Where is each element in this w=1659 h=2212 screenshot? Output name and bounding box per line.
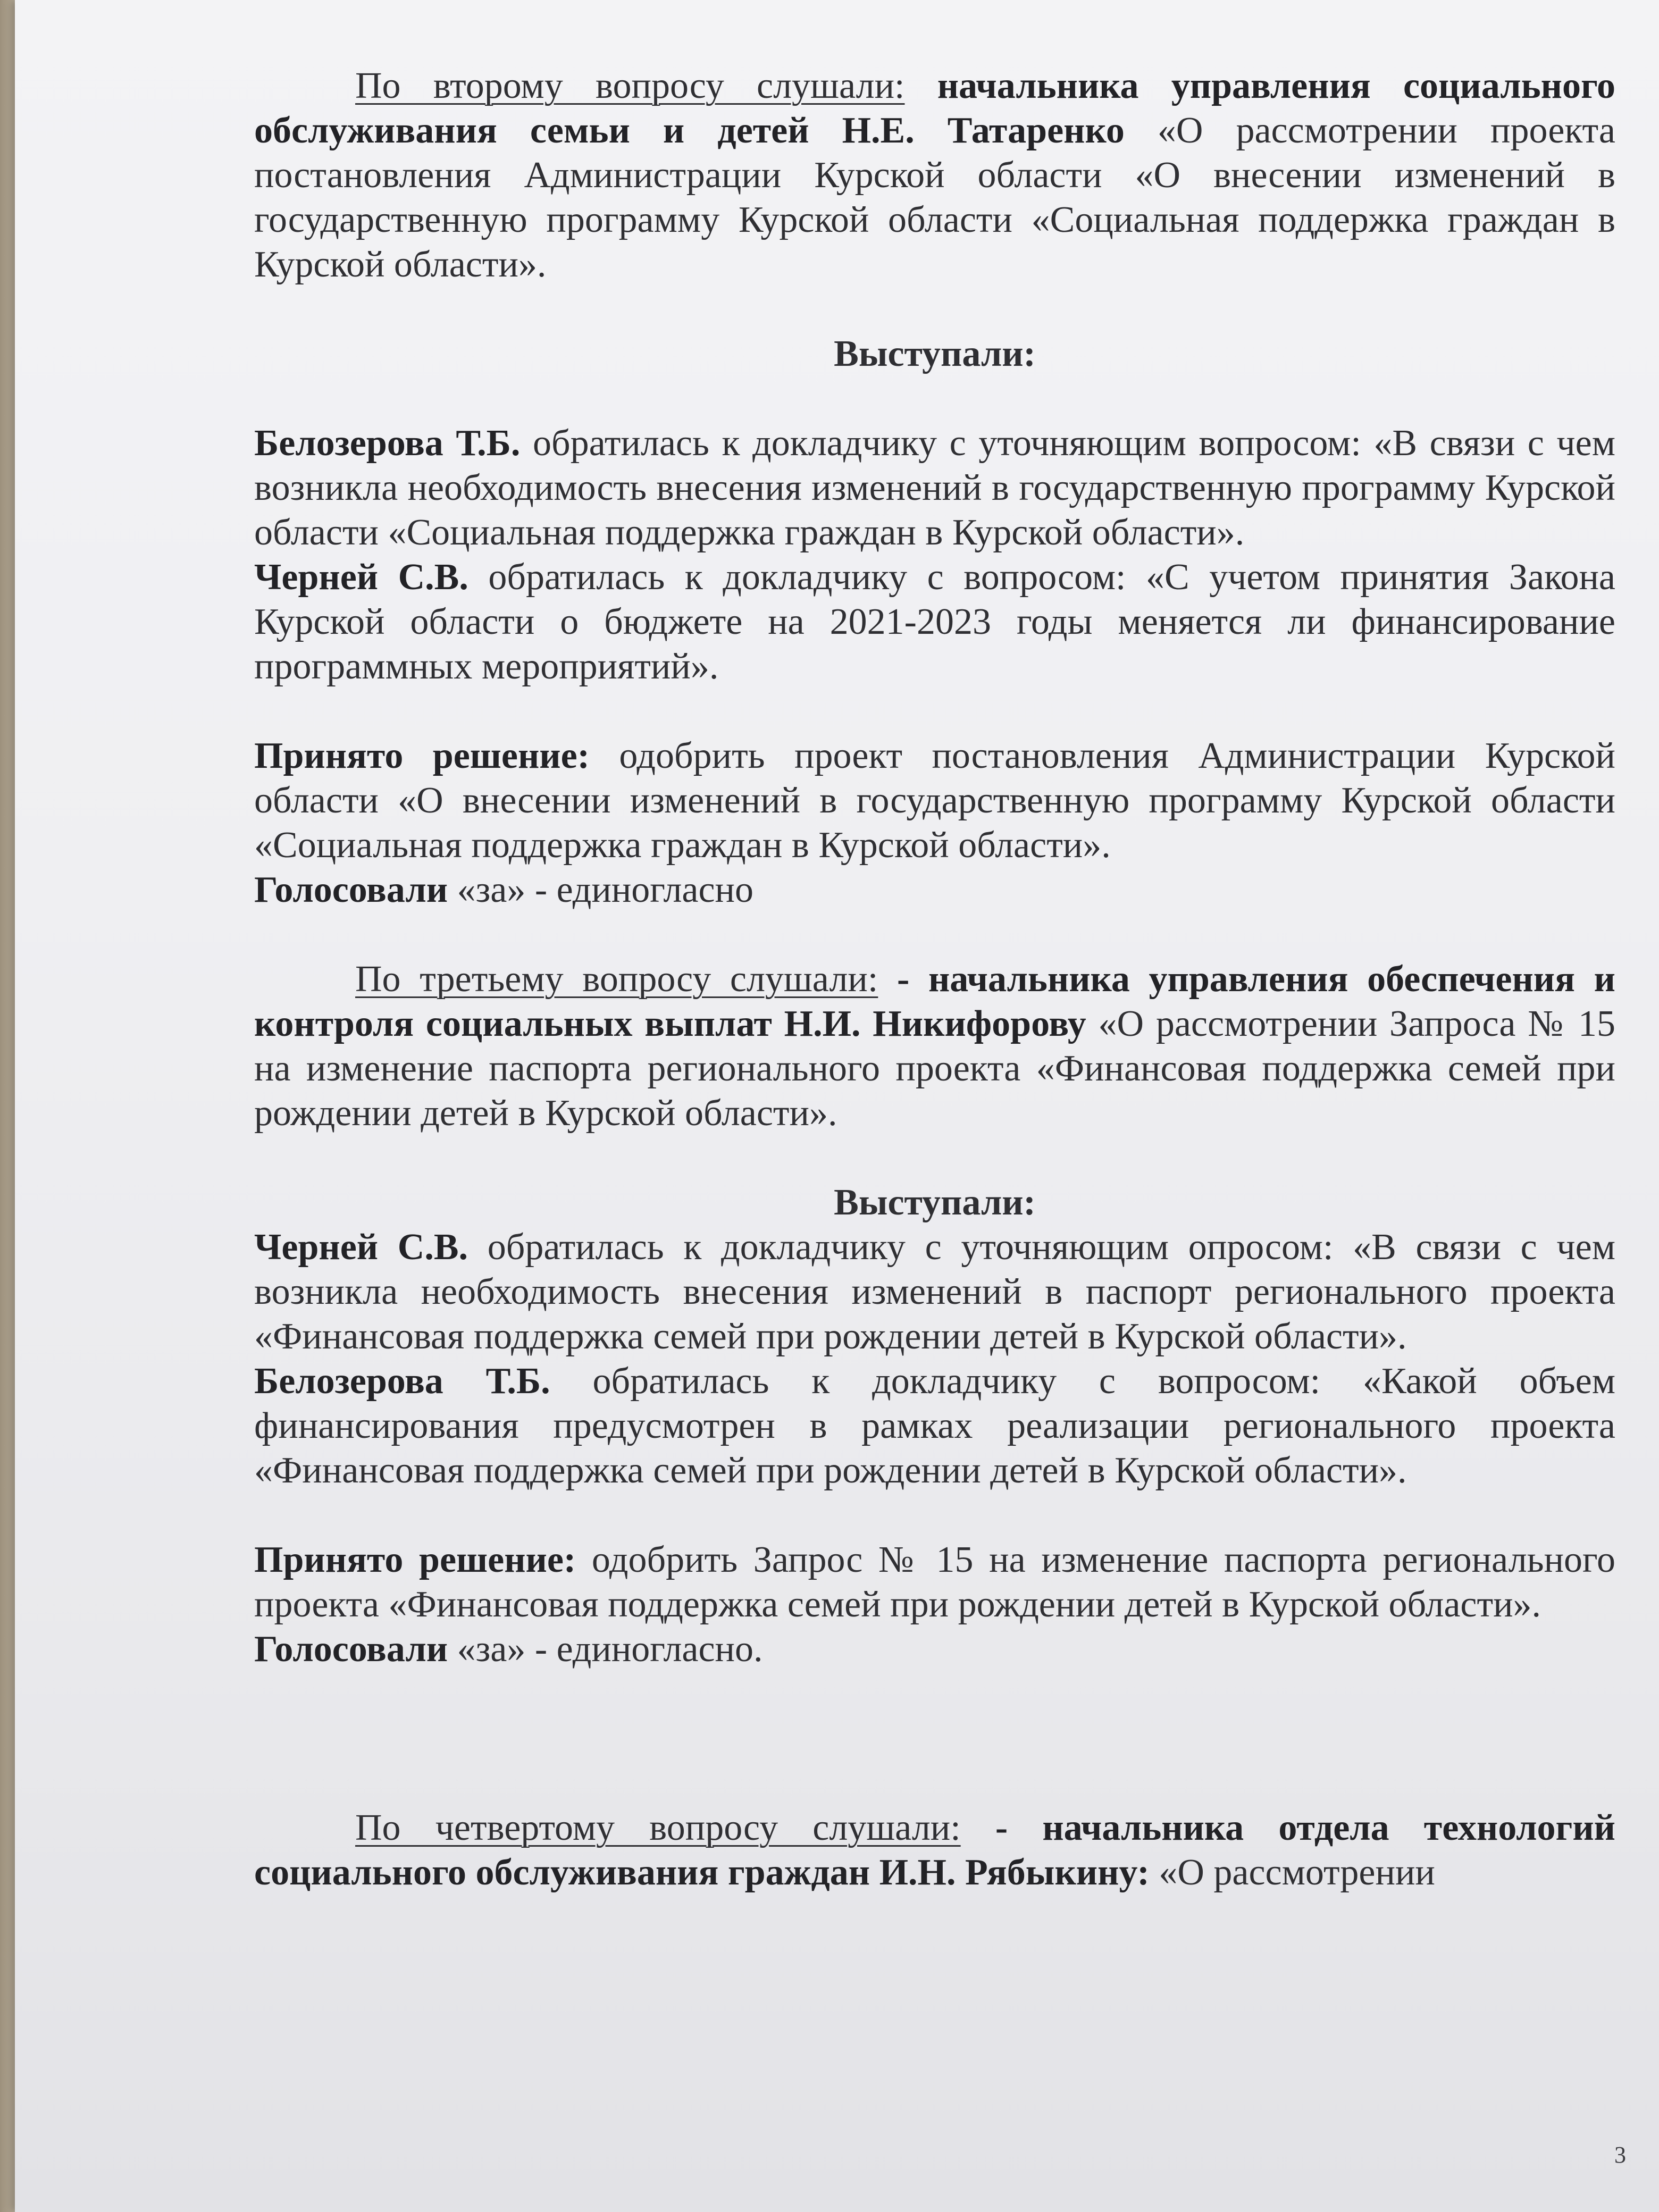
question-2-topic: «О рассмотрении проекта постановления Администрации Курской области «О внесении изменений в государственную программу Курской области «Социальная поддержка граждан в Курской области». — [254, 110, 1615, 285]
speech-text: обратилась к докладчику с уточняющим опросом: «В связи с чем возникла необходимость внесения изменений в паспорт регионального проекта «Финансовая поддержка семей при рождении детей в Курской области». — [254, 1227, 1615, 1357]
question-4-paragraph — [254, 1806, 1615, 1895]
question-3-paragraph — [254, 957, 1615, 1136]
question-3-speakers-heading: Выступали: — [834, 1182, 1036, 1223]
decision-text: одобрить Запрос № 15 на изменение паспорта регионального проекта «Финансовая поддержка семей при рождении детей в Курской области». — [254, 1539, 1616, 1625]
speaker-name: Белозерова Т.Б. — [254, 423, 521, 464]
decision-label: Принято решение: — [254, 1539, 576, 1580]
decision-label: Принято решение: — [254, 735, 590, 776]
page-number: 3 — [1614, 2142, 1626, 2168]
question-2-speaker: начальника управления социального обслуживания семьи и детей Н.Е. Татаренко — [254, 65, 1616, 151]
document-body — [254, 64, 1615, 1895]
question-3-decision — [254, 1538, 1615, 1627]
speaker-name: Черней С.В. — [254, 557, 468, 598]
question-4-speaker: - начальника отдела технологий социального обслуживания граждан И.Н. Рябыкину: — [254, 1807, 1615, 1893]
question-3-lead: По третьему вопросу слушали: — [355, 959, 878, 1000]
speaker-name: Белозерова Т.Б. — [254, 1361, 550, 1402]
speech-text: обратилась к докладчику с вопросом: «С учетом принятия Закона Курской области о бюджете на 2021-2023 годы меняется ли финансирование программных мероприятий». — [254, 557, 1615, 687]
question-3-speech-belozerova — [254, 1359, 1615, 1493]
question-2-speakers-heading: Выступали: — [834, 333, 1036, 374]
question-2-speech-belozerova — [254, 421, 1615, 555]
question-2-vote — [254, 868, 1615, 912]
speech-text: обратилась к докладчику с вопросом: «Какой объем финансирования предусмотрен в рамках реализации регионального проекта «Финансовая поддержка семей при рождении детей в Курской области». — [254, 1361, 1615, 1491]
decision-text: одобрить проект постановления Администрации Курской области «О внесении изменений в государственную программу Курской области «Социальная поддержка граждан в Курской области». — [254, 735, 1615, 866]
question-4-topic: «О рассмотрении — [1159, 1852, 1435, 1893]
vote-text: «за» - единогласно. — [457, 1629, 763, 1670]
question-2-speech-cherney — [254, 555, 1615, 689]
vote-label: Голосовали — [254, 869, 448, 910]
question-3-topic: «О рассмотрении Запроса № 15 на изменение паспорта регионального проекта «Финансовая поддержка семей при рождении детей в Курской области». — [254, 1003, 1615, 1134]
speaker-name: Черней С.В. — [254, 1227, 468, 1268]
speech-text: обратилась к докладчику с уточняющим вопросом: «В связи с чем возникла необходимость внесения изменений в государственную программу Курской области «Социальная поддержка граждан в Курской области». — [254, 423, 1615, 553]
question-3-vote — [254, 1627, 1615, 1672]
vote-text: «за» - единогласно — [457, 869, 753, 910]
question-3-speaker: - начальника управления обеспечения и контроля социальных выплат Н.И. Никифорову — [254, 959, 1615, 1044]
vote-label: Голосовали — [254, 1629, 448, 1670]
question-2-decision — [254, 734, 1615, 868]
question-3-speech-cherney — [254, 1225, 1615, 1359]
question-2-paragraph — [254, 64, 1615, 287]
question-4-lead: По четвертому вопросу слушали: — [355, 1807, 961, 1848]
question-2-lead: По второму вопросу слушали: — [355, 65, 905, 106]
document-page — [15, 0, 1659, 2212]
